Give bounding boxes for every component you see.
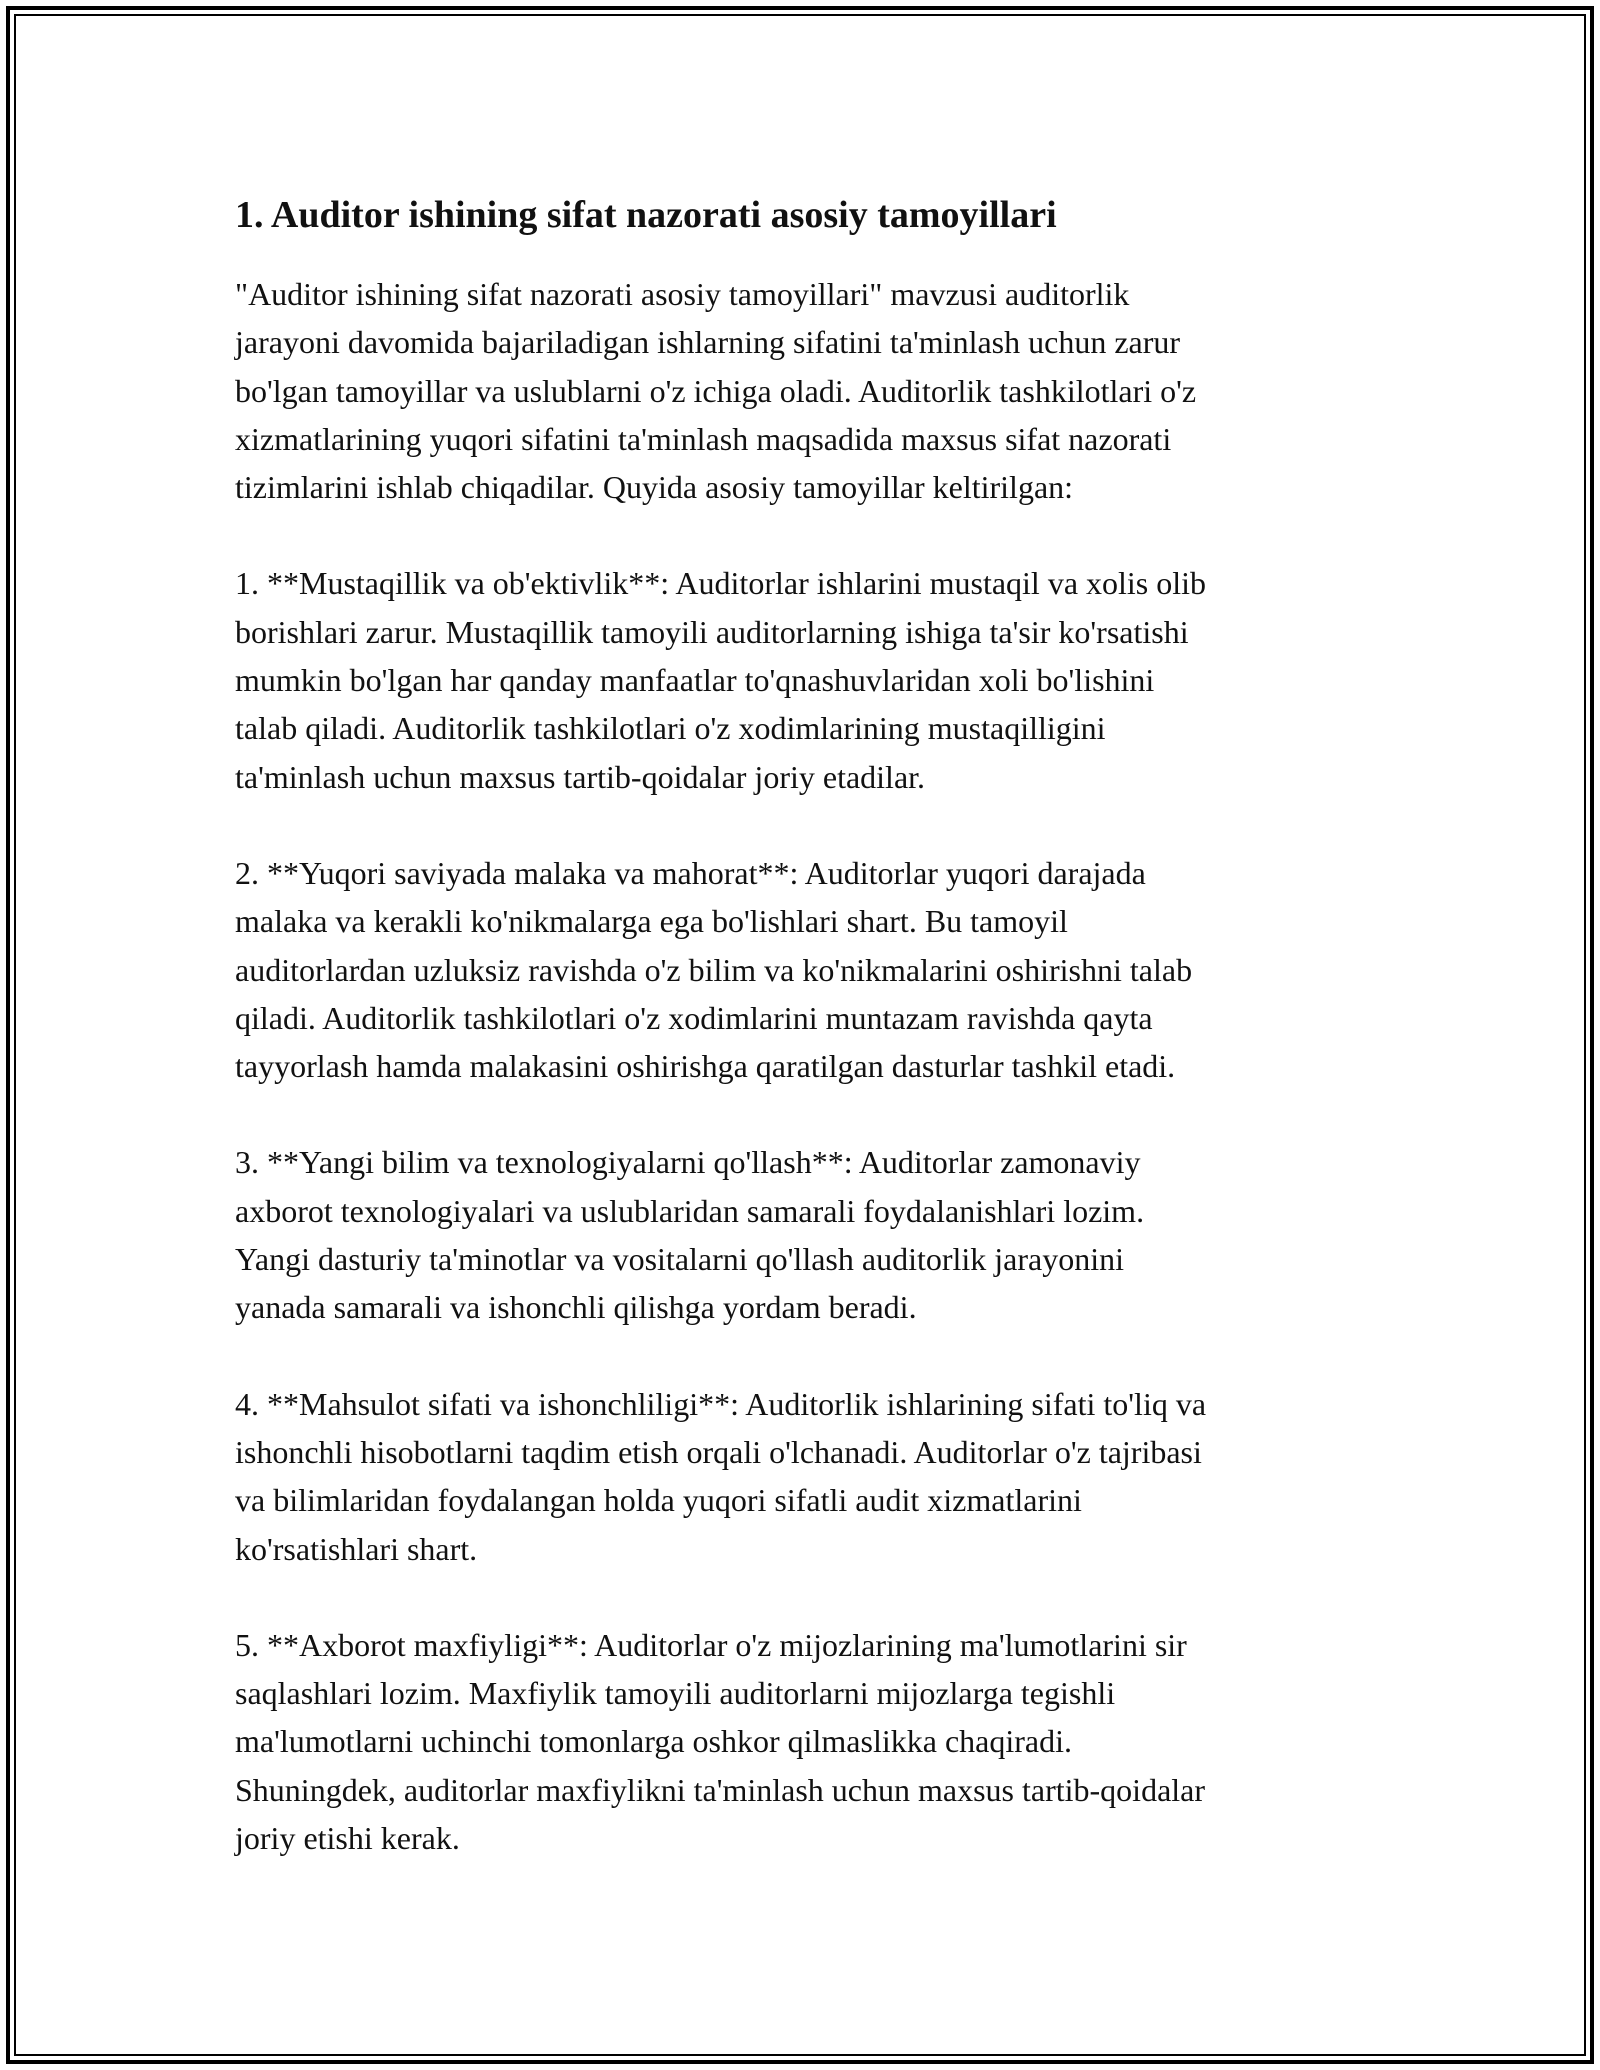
principle-paragraph-2: 2. **Yuqori saviyada malaka va mahorat**: Auditorlar yuqori darajada malaka va kerakli ko'nikmalarga ega bo'lishlari shart. Bu tamoyil auditorlardan uzluksiz ravishda o'z bilim va ko'nikmalarini oshirishni talab qiladi. Auditorlik tashkilotlari o'z xodimlarini muntazam ravishda qayta tayyorlash hamda malakasini oshirishga qaratilgan dasturlar tashkil etadi. <box>235 854 1193 1085</box>
document-title: 1. Auditor ishining sifat nazorati asosiy tamoyillari <box>235 194 1057 236</box>
principle-paragraph-5: 5. **Axborot maxfiyligi**: Auditorlar o'z mijozlarining ma'lumotlarini sir saqlashlari lozim. Maxfiylik tamoyili auditorlarni mijozlarga tegishli ma'lumotlarni uchinchi tomonlarga oshkor qilmaslikka chaqiradi. Shuningdek, auditorlar maxfiylikni ta'minlash uchun maxsus tartib-qoidalar joriy etishi kerak. <box>235 1626 1206 1857</box>
principle-paragraph-3: 3. **Yangi bilim va texnologiyalarni qo'llash**: Auditorlar zamonaviy axborot texnologiyalari va uslublaridan samarali foydalanishlari lozim. Yangi dasturiy ta'minotlar va vositalarni qo'llash auditorlik jarayonini yanada samarali va ishonchli qilishga yordam beradi. <box>235 1144 1145 1326</box>
intro-paragraph: "Auditor ishining sifat nazorati asosiy tamoyillari" mavzusi auditorlik jarayoni davomida bajariladigan ishlarning sifatini ta'minlash uchun zarur bo'lgan tamoyillar va uslublarni o'z ichiga oladi. Auditorlik tashkilotlari o'z xizmatlarining yuqori sifatini ta'minlash maqsadida maxsus sifat nazorati tizimlarini ishlab chiqadilar. Quyida asosiy tamoyillar keltirilgan: <box>235 276 1197 506</box>
principle-paragraph-4: 4. **Mahsulot sifati va ishonchliligi**: Auditorlik ishlarining sifati to'liq va ishonchli hisobotlarni taqdim etish orqali o'lchanadi. Auditorlar o'z tajribasi va bilimlaridan foydalangan holda yuqori sifatli audit xizmatlarini ko'rsatishlari shart. <box>235 1385 1207 1567</box>
principle-paragraph-1: 1. **Mustaqillik va ob'ektivlik**: Auditorlar ishlarini mustaqil va xolis olib borishlari zarur. Mustaqillik tamoyili auditorlarning ishiga ta'sir ko'rsatishi mumkin bo'lgan har qanday manfaatlar to'qnashuvlaridan xoli bo'lishini talab qiladi. Auditorlik tashkilotlari o'z xodimlarining mustaqilligini ta'minlash uchun maxsus tartib-qoidalar joriy etadilar. <box>235 565 1207 795</box>
document-page <box>235 182 1375 1910</box>
